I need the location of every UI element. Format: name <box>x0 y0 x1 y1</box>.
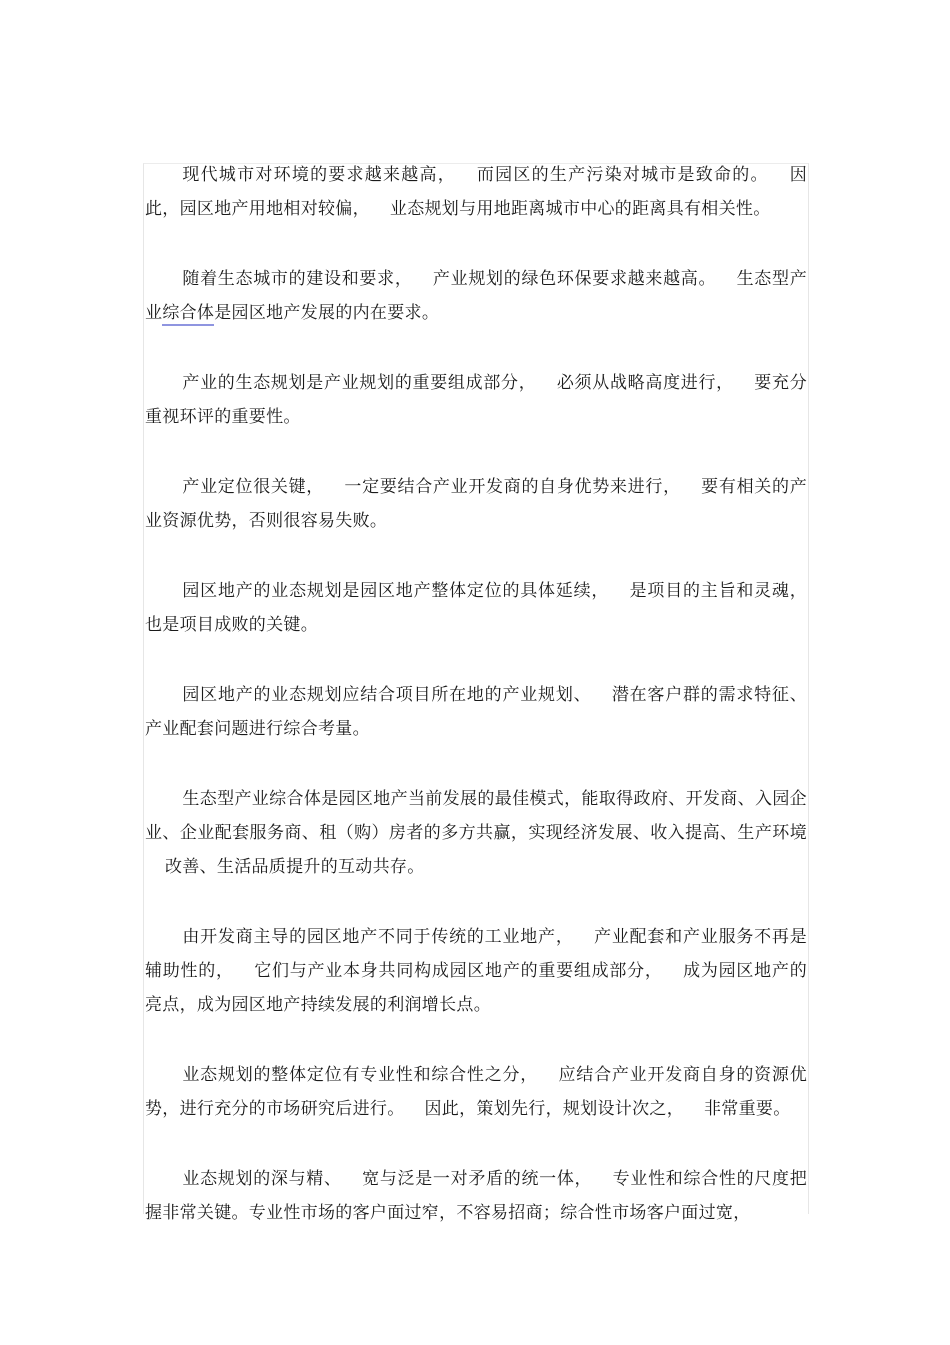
text-run: 产业规划的绿色环保要求越来越高。 <box>432 269 717 289</box>
text-run: 要充分重视环评的重要性。 <box>145 373 807 427</box>
text-run: 产业定位很关键， <box>182 477 325 497</box>
paragraph-2 <box>145 262 807 330</box>
paragraph-9 <box>145 1058 807 1126</box>
text-run: 园区地产的业态规划应结合项目所在地的产业规划、 <box>182 685 592 705</box>
text-run: 由开发商主导的园区地产不同于传统的工业地产， <box>182 927 574 947</box>
paragraph-4 <box>145 470 807 538</box>
text-run: 产业的生态规划是产业规划的重要组成部分， <box>182 373 537 393</box>
text-run: 非常重要。 <box>704 1099 791 1119</box>
paragraph-5 <box>145 574 807 642</box>
paragraph-10 <box>145 1162 807 1230</box>
text-run: 生态型产业综合体是园区地产当前发展的最佳模式，能取得政府、开发商、入园企业、企业配套服务商、租（购）房者的多方共赢，实现经济发展、收入提高、生产环境 <box>145 789 807 843</box>
text-run: 业态规划与用地距离城市中心的距离具有相关性。 <box>389 199 771 219</box>
text-run: 随着生态城市的建设和要求， <box>182 269 413 289</box>
text-run: 是项目的主旨和灵魂，也是项目成败的关键。 <box>145 581 807 635</box>
text-run: 成为园区地产的亮点，成为园区地产持续发展的利润增长点。 <box>145 961 807 1015</box>
text-run: 专业性和综合性的尺度把握非常关键。专业性市场的客户面过窄，不容易招商；综合性市场客户面过宽， <box>145 1169 807 1223</box>
text-run: 现代城市对环境的要求越来越高， <box>182 165 456 185</box>
paragraph-6 <box>145 678 807 746</box>
text-run: 必须从战略高度进行， <box>556 373 734 393</box>
text-run: 宽与泛是一对矛盾的统一体， <box>361 1169 593 1189</box>
text-run: 潜在客户群的需求特征、产业配套问题进行综合考量。 <box>145 685 807 739</box>
text-run: 改善、生活品质提升的互动共存。 <box>165 857 425 877</box>
text-run: 因此，园区地产用地相对较偏， <box>145 165 807 219</box>
text-run: 业态规划的整体定位有专业性和综合性之分， <box>182 1065 539 1085</box>
text-run: 因此，策划先行，规划设计次之， <box>424 1099 684 1119</box>
document-body <box>145 158 807 1266</box>
text-run: 产业配套和产业服务不再是辅助性的， <box>145 927 807 981</box>
paragraph-8 <box>145 920 807 1022</box>
text-run: 业态规划的深与精、 <box>182 1169 342 1189</box>
text-run: 要有相关的产业资源优势，否则很容易失败。 <box>145 477 807 531</box>
text-run: 它们与产业本身共同构成园区地产的重要组成部分， <box>253 961 663 981</box>
underlined-term[interactable]: 综合体 <box>162 303 214 326</box>
text-run: 一定要结合产业开发商的自身优势来进行， <box>344 477 681 497</box>
text-run: 而园区的生产污染对城市是致命的。 <box>475 165 769 185</box>
text-run: 应结合产业开发商自身的资源优势，进行充分的市场研究后进行。 <box>145 1065 808 1119</box>
text-run: 是园区地产发展的内在要求。 <box>214 303 440 323</box>
paragraph-1 <box>145 158 807 226</box>
paragraph-7 <box>145 782 807 884</box>
text-run: 生态型产业 <box>145 269 807 323</box>
paragraph-3 <box>145 366 807 434</box>
text-run: 园区地产的业态规划是园区地产整体定位的具体延续， <box>182 581 610 601</box>
